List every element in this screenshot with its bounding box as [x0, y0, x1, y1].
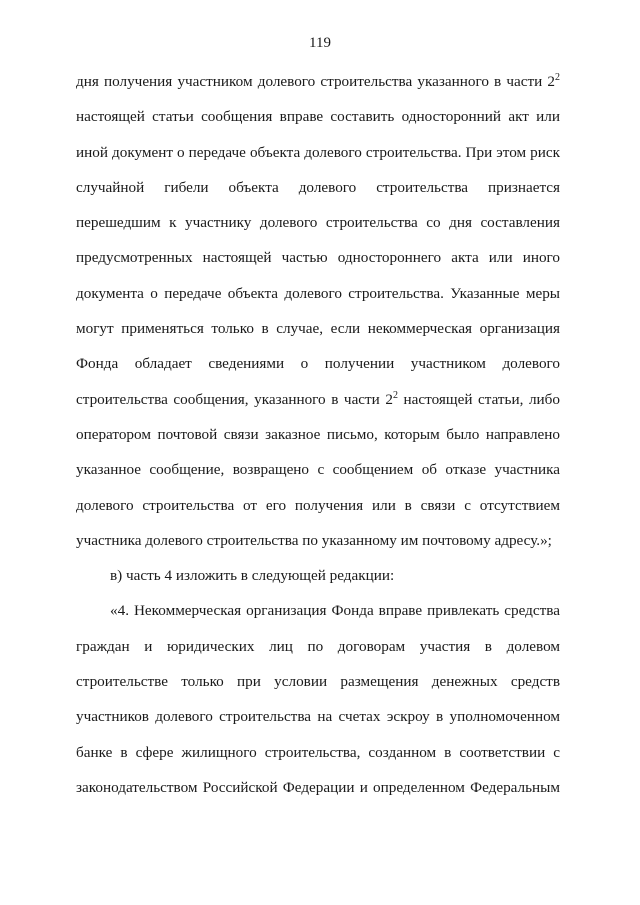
text-line: строительстве только при условии размещения денежных средств	[76, 673, 560, 691]
text-line: документа о передаче объекта долевого строительства. Указанные меры	[76, 284, 560, 302]
text-line: в) часть 4 изложить в следующей редакции:	[110, 567, 395, 585]
text-line: перешедшим к участнику долевого строительства со дня составления	[76, 214, 560, 232]
text-line: указанное сообщение, возвращено с сообщением об отказе участника	[76, 461, 560, 479]
text-line: могут применяться только в случае, если некоммерческая организация	[76, 320, 560, 338]
text-line: Фонда обладает сведениями о получении участником долевого	[76, 355, 560, 373]
text-line: долевого строительства от его получения или в связи с отсутствием	[76, 496, 560, 514]
text-line: настоящей статьи сообщения вправе составить односторонний акт или	[76, 108, 560, 126]
text-line: строительства сообщения, указанного в части $2^2$ настоящей статьи, либо	[76, 389, 561, 408]
text-line: участника долевого строительства по указанному им почтовому адресу.»;	[76, 531, 552, 549]
text-line: участников долевого строительства на счетах эскроу в уполномоченном	[76, 708, 560, 726]
text-line: случайной гибели объекта долевого строительства признается	[76, 178, 560, 196]
page-number: 119	[309, 35, 331, 51]
text-line: банке в сфере жилищного строительства, созданном в соответствии с	[76, 743, 560, 761]
text-line: иной документ о передаче объекта долевого строительства. При этом риск	[76, 143, 560, 161]
text-line: граждан и юридических лиц по договорам участия в долевом	[76, 637, 560, 655]
text-line: дня получения участником долевого строительства указанного в части $2^2$	[76, 72, 560, 90]
text-line: оператором почтовой связи заказное письмо, которым было направлено	[76, 425, 560, 443]
text-line: предусмотренных настоящей частью одностороннего акта или иного	[76, 249, 560, 267]
text-line: «4. Некоммерческая организация Фонда вправе привлекать средства	[110, 602, 560, 620]
document-body	[76, 64, 560, 805]
text-line: законодательством Российской Федерации и определенном Федеральным	[76, 778, 560, 796]
